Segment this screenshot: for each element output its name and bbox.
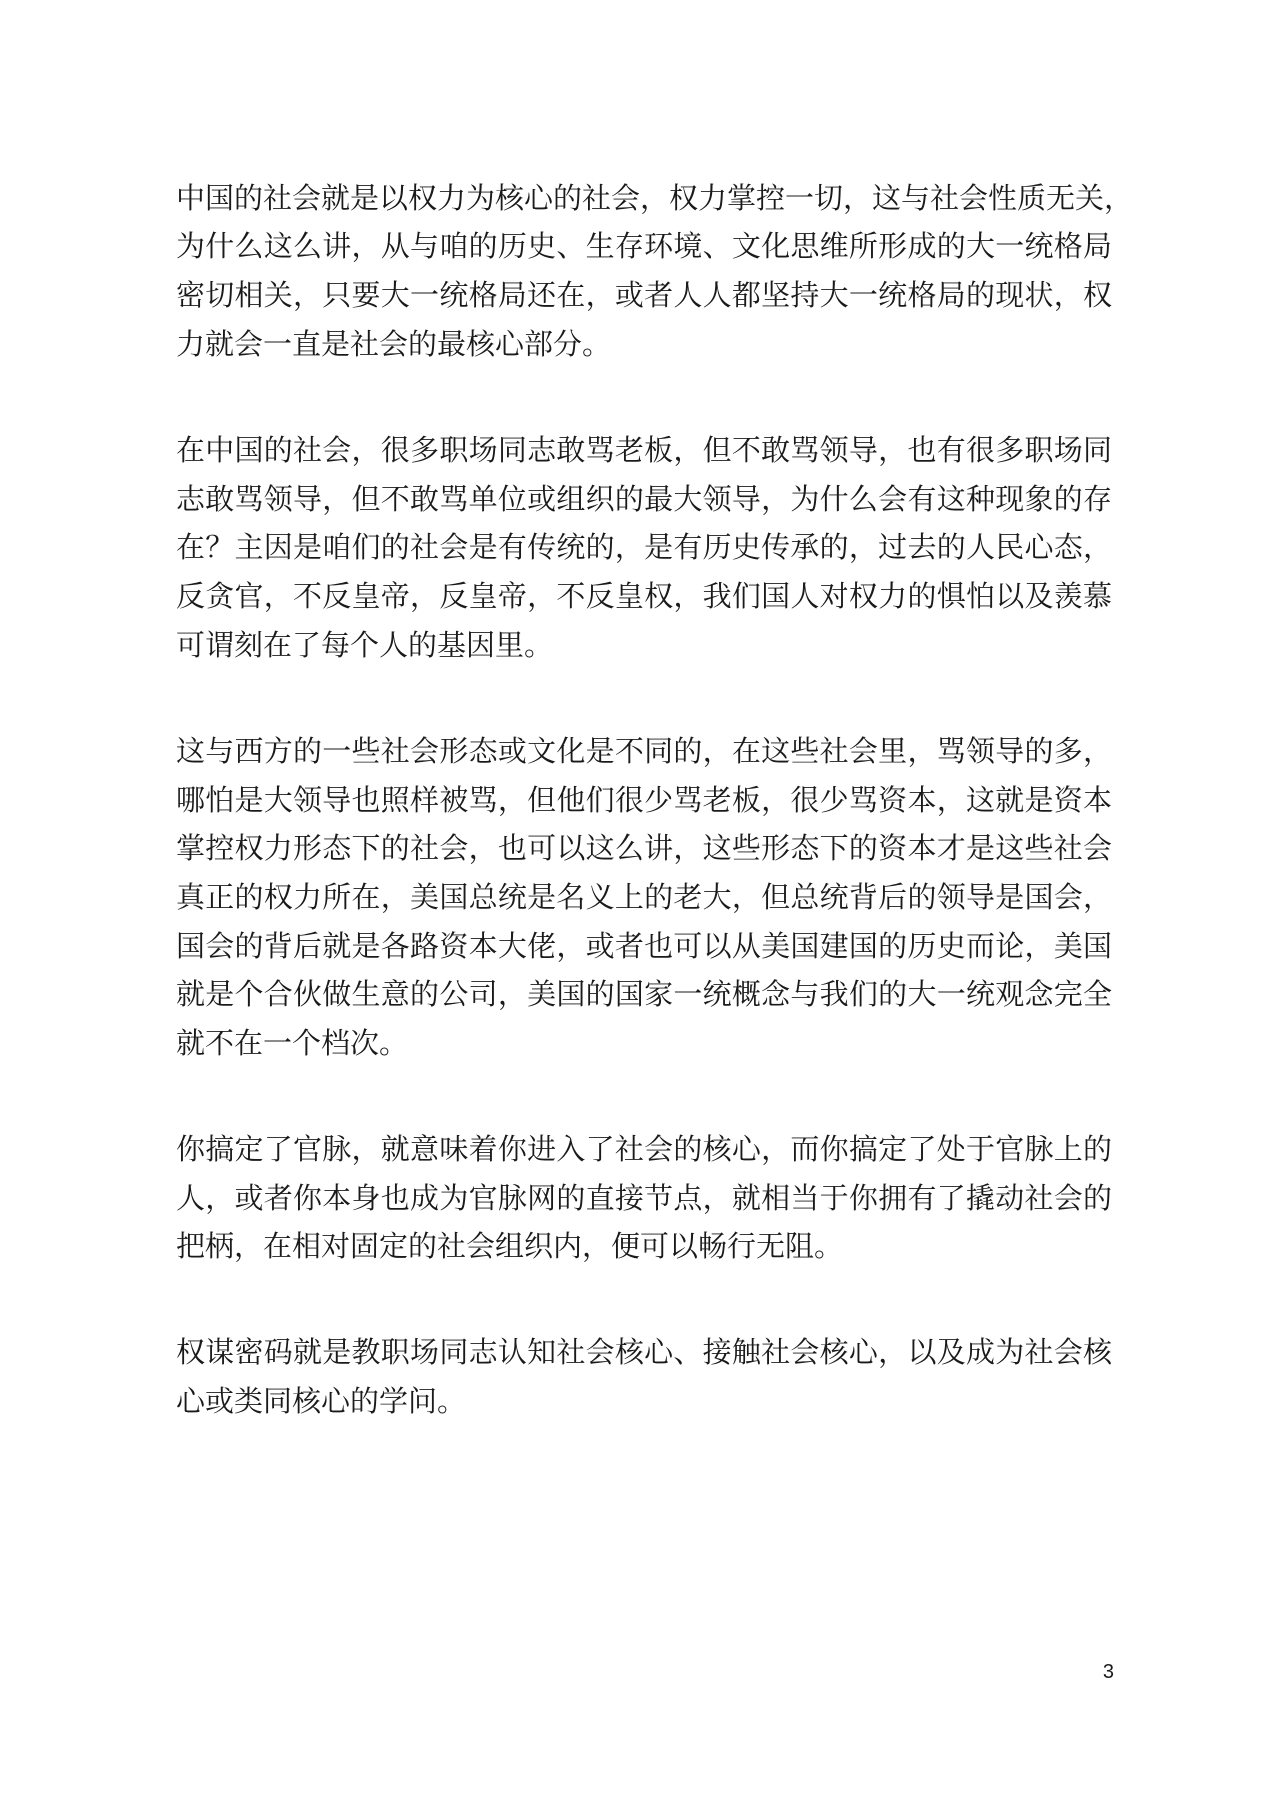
paragraph-line: 就不在一个档次。 xyxy=(176,1026,409,1060)
paragraph-line: 这与西方的一些社会形态或文化是不同的，在这些社会里，骂领导的多， xyxy=(176,734,1112,768)
paragraph-line: 反贪官，不反皇帝，反皇帝，不反皇权，我们国人对权力的惧怕以及羡慕 xyxy=(176,579,1112,613)
paragraph-line: 在？主因是咱们的社会是有传统的，是有历史传承的，过去的人民心态， xyxy=(176,530,1112,564)
paragraph-line: 密切相关，只要大一统格局还在，或者人人都坚持大一统格局的现状，权 xyxy=(176,278,1112,312)
paragraph-line: 在中国的社会，很多职场同志敢骂老板，但不敢骂领导，也有很多职场同 xyxy=(176,433,1112,467)
paragraph-line: 力就会一直是社会的最核心部分。 xyxy=(176,327,612,361)
paragraph-line: 你搞定了官脉，就意味着你进入了社会的核心，而你搞定了处于官脉上的 xyxy=(176,1132,1112,1166)
paragraph-line: 心或类同核心的学问。 xyxy=(176,1384,467,1418)
paragraph-line: 中国的社会就是以权力为核心的社会，权力掌控一切，这与社会性质无关， xyxy=(176,181,1134,215)
page-number: 3 xyxy=(1102,1661,1114,1683)
paragraph-line: 掌控权力形态下的社会，也可以这么讲，这些形态下的资本才是这些社会 xyxy=(176,831,1112,865)
paragraph-line: 权谋密码就是教职场同志认知社会核心、接触社会核心，以及成为社会核 xyxy=(176,1335,1112,1369)
paragraph-line: 哪怕是大领导也照样被骂，但他们很少骂老板，很少骂资本，这就是资本 xyxy=(176,783,1112,817)
paragraph-line: 真正的权力所在，美国总统是名义上的老大，但总统背后的领导是国会， xyxy=(176,880,1112,914)
paragraph-line: 就是个合伙做生意的公司，美国的国家一统概念与我们的大一统观念完全 xyxy=(176,977,1112,1011)
paragraph-line: 为什么这么讲，从与咱的历史、生存环境、文化思维所形成的大一统格局 xyxy=(176,229,1112,263)
paragraph-line: 人，或者你本身也成为官脉网的直接节点，就相当于你拥有了撬动社会的 xyxy=(176,1181,1112,1215)
paragraph-line: 可谓刻在了每个人的基因里。 xyxy=(176,628,554,662)
paragraph-line: 国会的背后就是各路资本大佬，或者也可以从美国建国的历史而论，美国 xyxy=(176,929,1112,963)
paragraph-line: 把柄，在相对固定的社会组织内，便可以畅行无阻。 xyxy=(176,1229,844,1263)
paragraph-line: 志敢骂领导，但不敢骂单位或组织的最大领导，为什么会有这种现象的存 xyxy=(176,482,1112,516)
